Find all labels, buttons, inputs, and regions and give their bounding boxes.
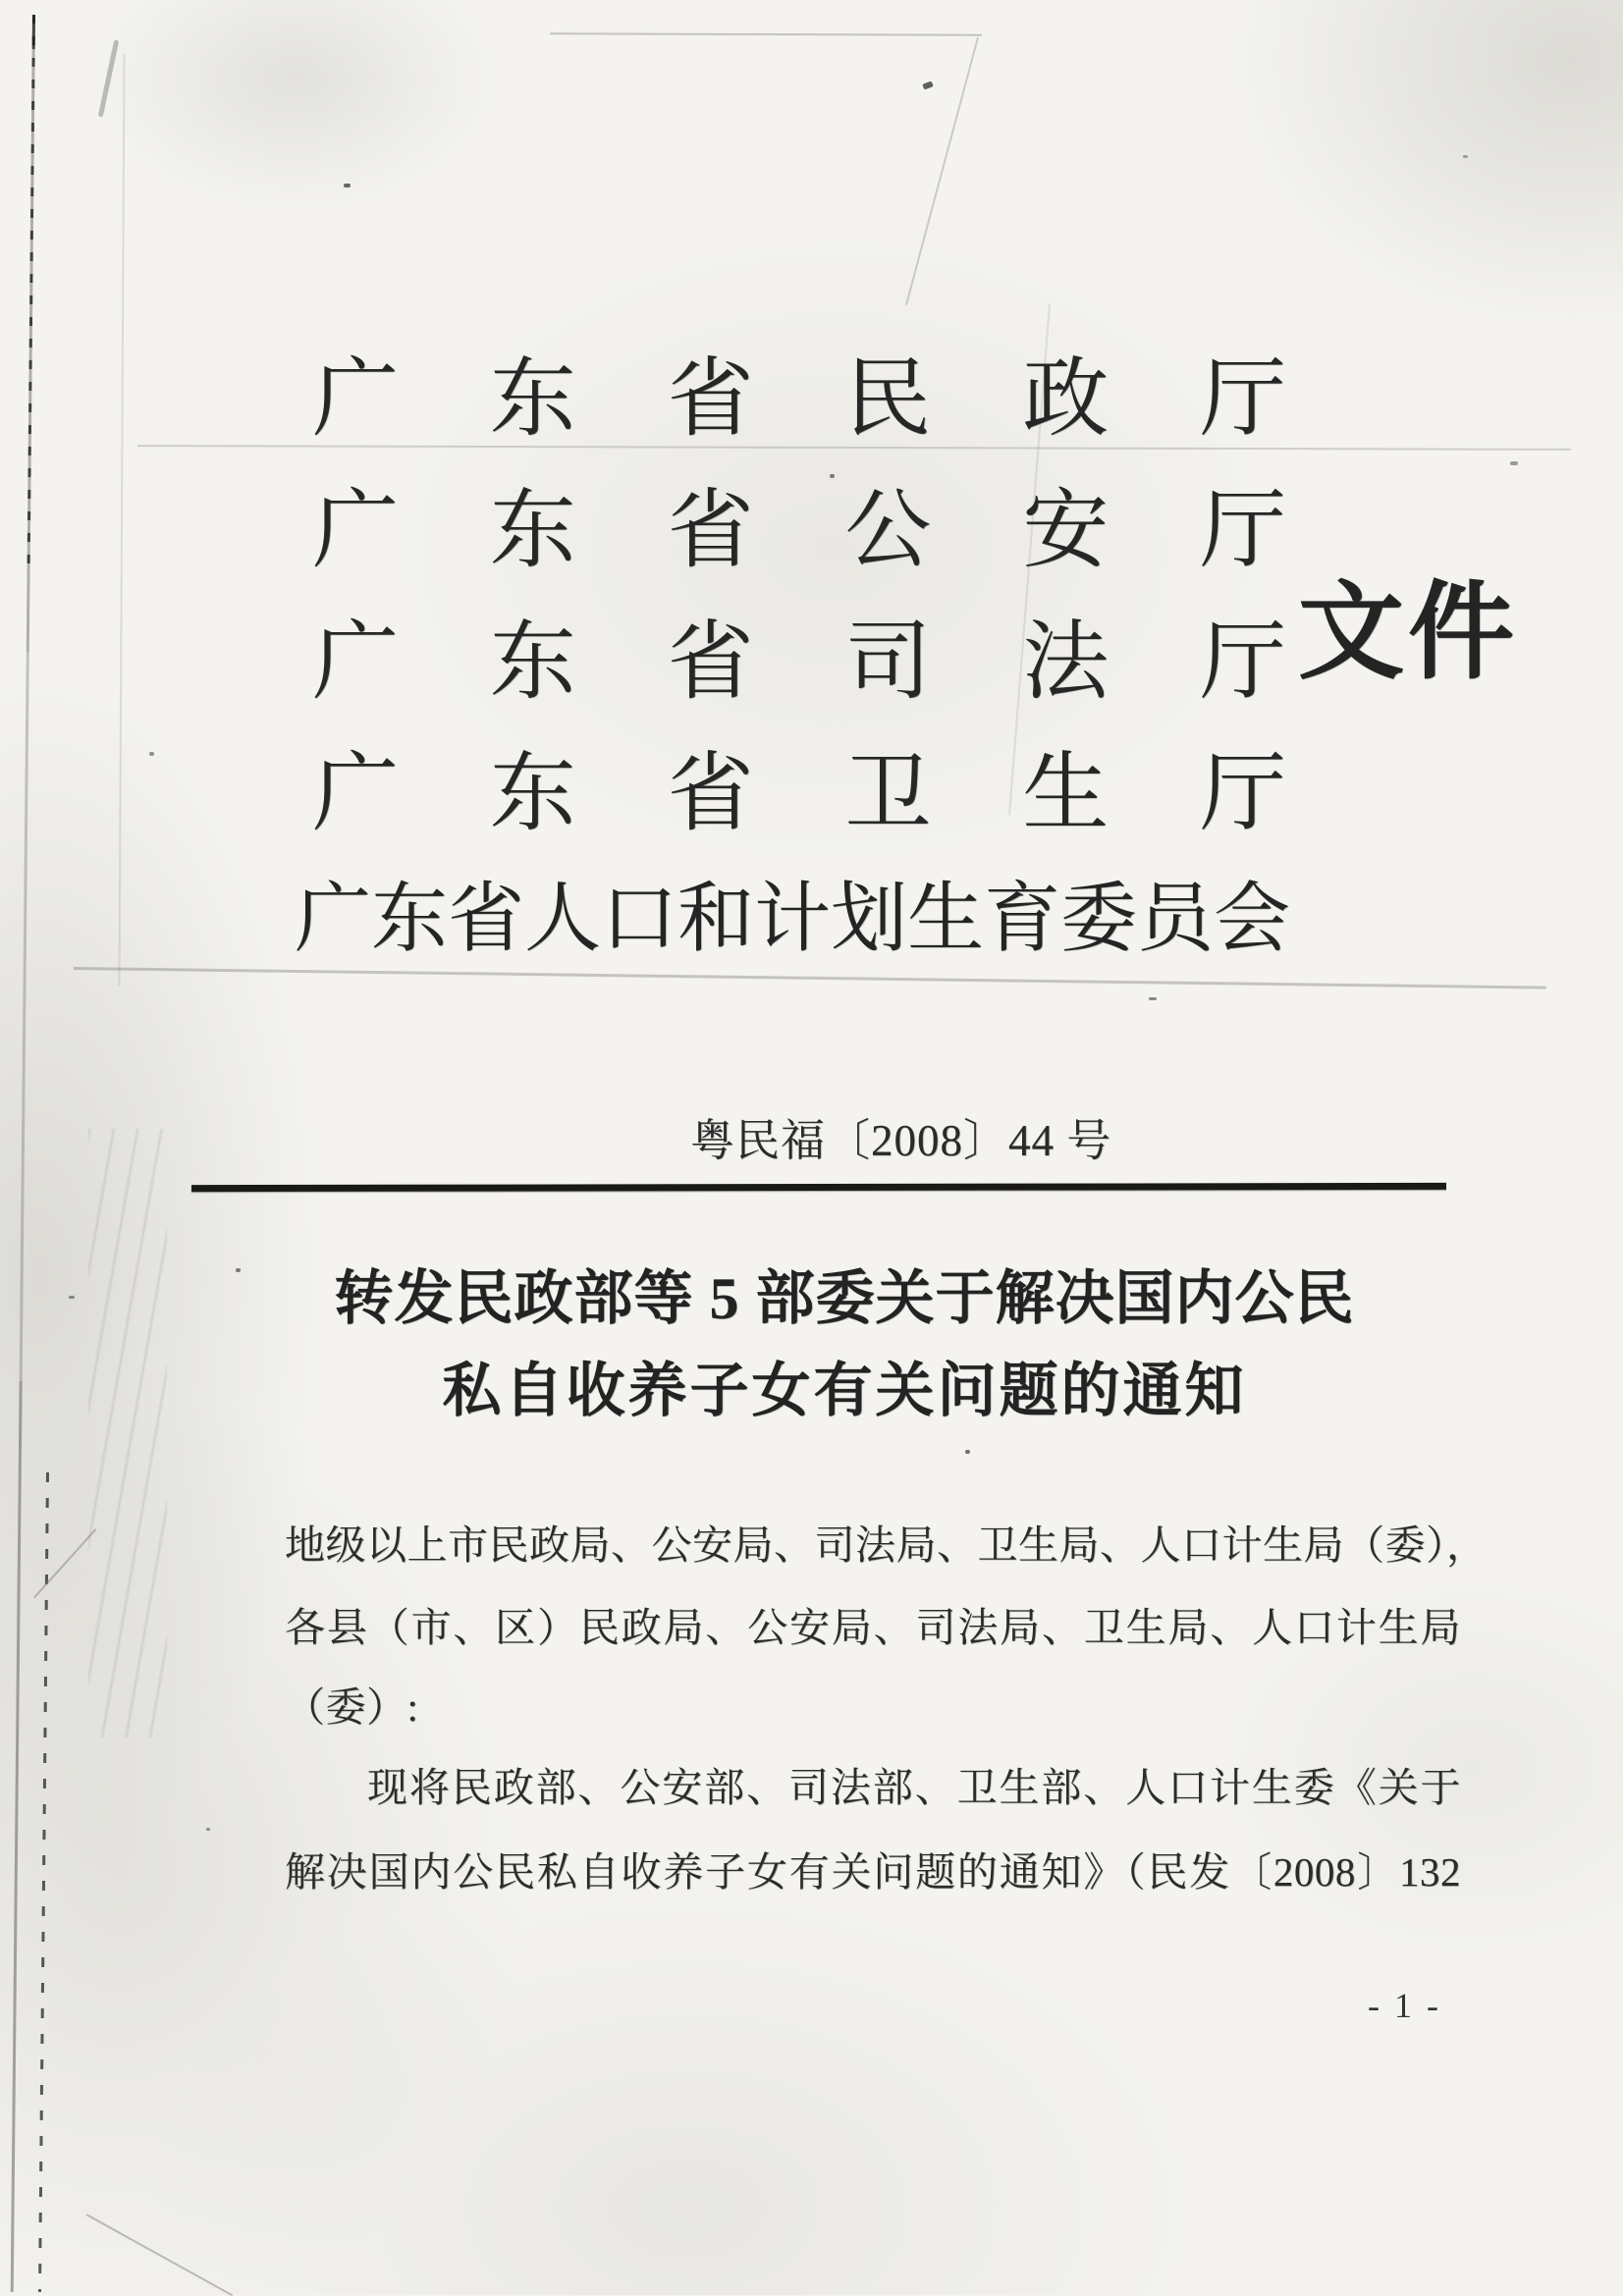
issuer-line-health-dept: 广东省卫生厅 — [312, 747, 1286, 842]
crease-line-top — [550, 32, 982, 36]
scanner-edge-line — [11, 15, 35, 2292]
crease-line-mid-left — [33, 1528, 96, 1598]
crease-line-bottom-left — [86, 2214, 234, 2296]
crease-line-top-right — [905, 37, 979, 305]
issuer-line-public-security-dept: 广东省公安厅 — [312, 484, 1286, 579]
issuer-line-justice-dept: 广东省司法厅 — [312, 615, 1286, 711]
ink-speck — [1149, 997, 1157, 1000]
paragraph-line-1: 现将民政部、公安部、司法部、卫生部、人口计生委《关于 — [367, 1765, 1461, 1810]
ink-speck — [922, 80, 933, 89]
file-mark-label: 文件 — [1298, 575, 1519, 692]
ink-speck — [149, 752, 154, 756]
paper-wrinkles-left — [88, 1129, 167, 1737]
scanner-edge-dashes-bottom — [38, 1472, 49, 2292]
document-reference-number: 粤民福〔2008〕44 号 — [690, 1116, 1112, 1165]
scanner-edge-dashes-top — [27, 15, 35, 564]
page-number: - 1 - — [1368, 1986, 1441, 2025]
recipients-line-2: 各县（市、区）民政局、公安局、司法局、卫生局、人口计生局 — [285, 1605, 1461, 1650]
smudge-mark — [98, 39, 120, 117]
ink-speck — [69, 1296, 75, 1299]
ink-speck — [344, 184, 351, 187]
ink-speck — [965, 1450, 970, 1454]
paragraph-line-2: 解决国内公民私自收养子女有关问题的通知》（民发〔2008〕132 — [285, 1849, 1461, 1895]
paper-fold-line — [119, 54, 126, 987]
ink-speck — [1463, 155, 1468, 158]
ink-speck — [830, 474, 835, 478]
issuer-line-civil-affairs-dept: 广东省民政厅 — [312, 352, 1286, 448]
ink-speck — [206, 1828, 210, 1831]
issuer-line-population-family-planning-commission: 广东省人口和计划生育委员会 — [295, 876, 1291, 961]
recipients-line-1: 地级以上市民政局、公安局、司法局、卫生局、人口计生局（委）， — [285, 1522, 1488, 1568]
ink-speck — [1510, 461, 1518, 465]
recipients-line-3: （委）: — [285, 1684, 419, 1730]
document-title-line-2: 私自收养子女有关问题的通知 — [442, 1359, 1247, 1423]
scan-streak-middle — [74, 967, 1546, 989]
letterhead-divider-rule — [191, 1183, 1446, 1192]
document-title-line-1: 转发民政部等 5 部委关于解决国内公民 — [334, 1266, 1355, 1331]
